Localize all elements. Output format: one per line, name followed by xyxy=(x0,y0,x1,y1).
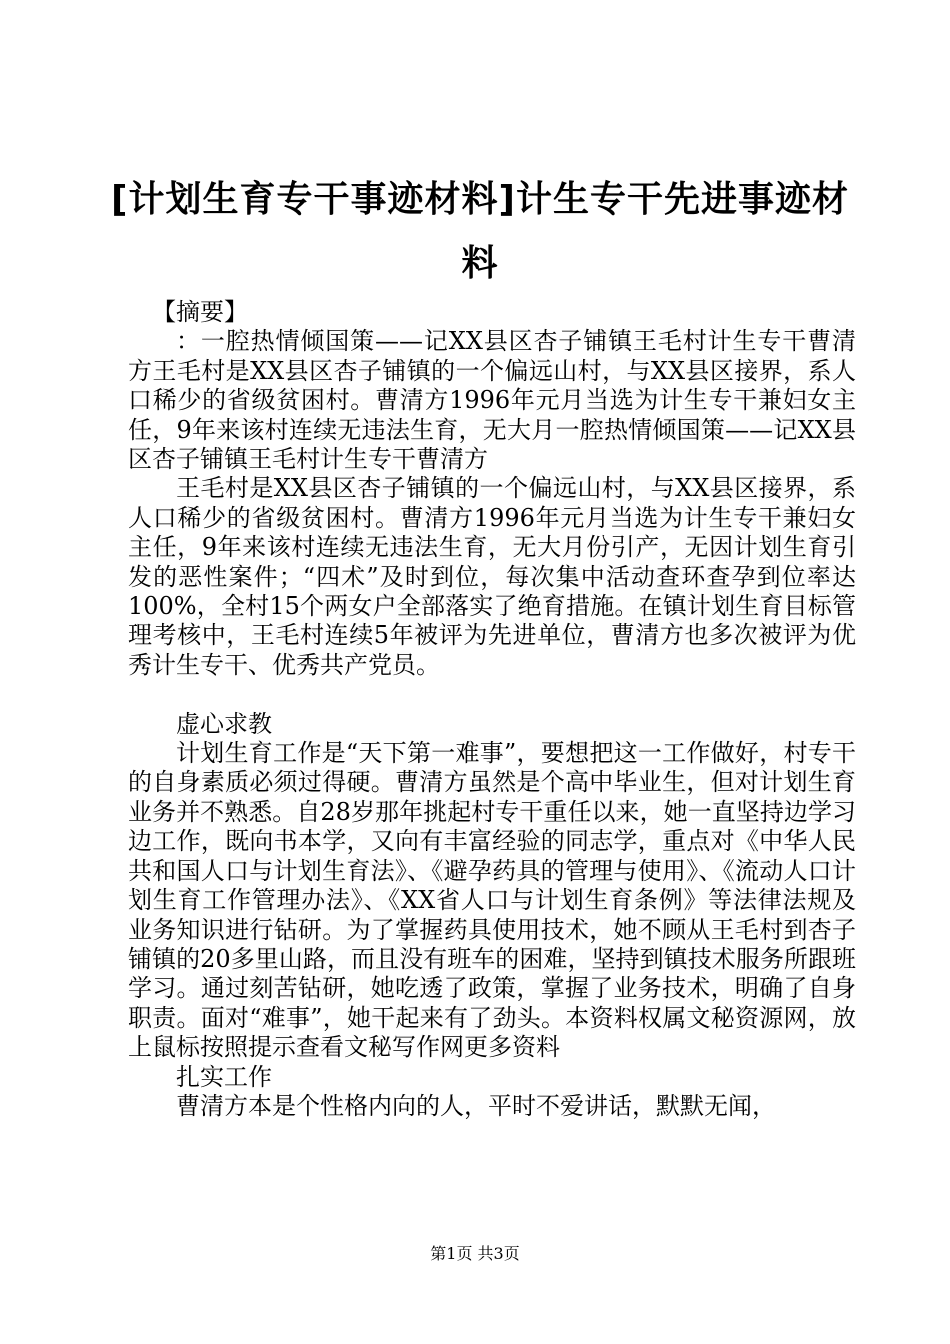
body-paragraph-2: 计划生育工作是“天下第一难事”，要想把这一工作做好，村专干的自身素质必须过得硬。曹清方虽然是个高中毕业生，但对计划生育业务并不熟悉。自28岁那年挑起村专干重任以来，她一直坚持边学习边工作，既向书本学，又向有丰富经验的同志学，重点对《中华人民共和国人口与计划生育法》、《避孕药具的管理与使用》、《流动人口计划生育工作管理办法》、《XX省人口与计划生育条例》等法律法规及业务知识进行钻研。为了掌握药具使用技术，她不顾从王毛村到杏子铺镇的20多里山路，而且没有班车的困难，坚持到镇技术服务所跟班学习。通过刻苦钻研，她吃透了政策，掌握了业务技术，明确了自身职责。面对“难事”，她干起来有了劲头。本资料权属文秘资源网，放上鼠标按照提示查看文秘写作网更多资料 xyxy=(128,739,856,1062)
body-paragraph-1: 王毛村是XX县区杏子铺镇的一个偏远山村，与XX县区接界，系人口稀少的省级贫困村。曹清方1996年元月当选为计生专干兼妇女主任，9年来该村连续无违法生育，无大月份引产，无因计划生育引发的恶性案件；“四术”及时到位，每次集中活动查环查孕到位率达100%，全村15个两女户全部落实了绝育措施。在镇计划生育目标管理考核中，王毛村连续5年被评为先进单位，曹清方也多次被评为优秀计生专干、优秀共产党员。 xyxy=(128,474,856,679)
abstract-label: 【摘要】 xyxy=(152,298,248,326)
abstract-text: ：一腔热情倾国策——记XX县区杏子铺镇王毛村计生专干曹清方王毛村是XX县区杏子铺镇的一个偏远山村，与XX县区接界，系人口稀少的省级贫困村。曹清方1996年元月当选为计生专干兼妇女主任，9年来该村连续无违法生育，无大月一腔热情倾国策——记XX县区杏子铺镇王毛村计生专干曹清方 xyxy=(128,327,856,474)
body-paragraph-3: 曹清方本是个性格内向的人，平时不爱讲话，默默无闻， xyxy=(176,1091,776,1120)
page-footer: 第1页 共3页 xyxy=(430,1244,520,1263)
section-heading-2: 扎实工作 xyxy=(176,1062,272,1091)
document-body xyxy=(128,298,856,1121)
document-title: [计划生育专干事迹材料]计生专干先进事迹材料 xyxy=(111,179,849,284)
section-heading-1: 虚心求教 xyxy=(176,709,272,738)
paragraph-gap xyxy=(128,680,856,709)
